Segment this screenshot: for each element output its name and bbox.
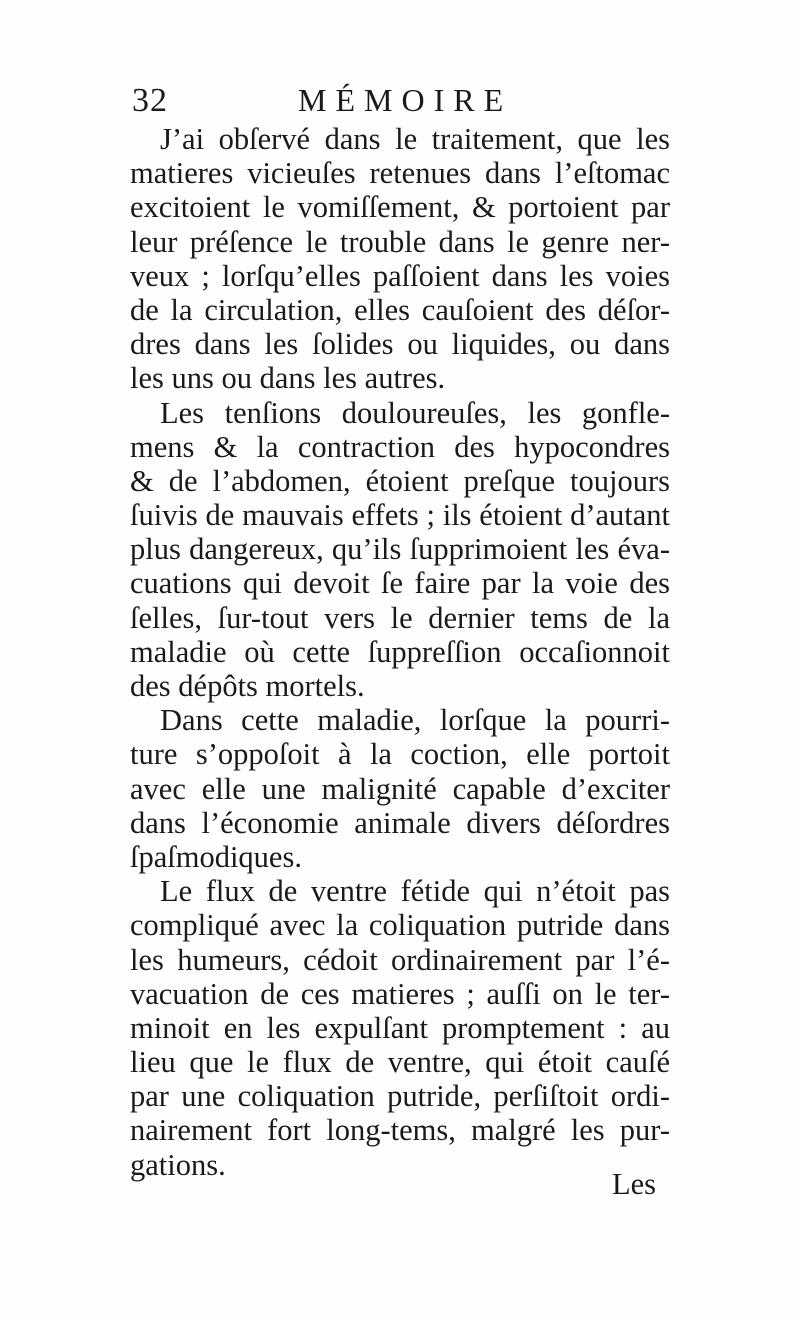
text-line: dans l’économie animale divers déſordres	[130, 805, 670, 840]
text-line: maladie où cette ſuppreſſion occaſionnoit	[130, 634, 670, 669]
page-header	[128, 78, 668, 124]
text-line: les uns ou dans les autres.	[130, 361, 446, 396]
paragraph	[130, 396, 670, 704]
text-line: par une coliquation putride, perſiſtoit ordi-	[130, 1079, 670, 1114]
text-line: Les tenſions douloureuſes, les gonfle-	[160, 395, 670, 430]
text-line: mens & la contraction des hypocondres	[130, 429, 670, 464]
page-number: 32	[132, 82, 168, 119]
text-line: plus dangereux, qu’ils ſupprimoient les éva-	[130, 532, 670, 567]
text-line: excitoient le vomiſſement, & portoient par	[130, 190, 670, 225]
text-line: minoit en les expulſant promptement : au	[130, 1010, 670, 1045]
text-line: Le flux de ventre fétide qui n’étoit pas	[160, 874, 670, 909]
text-line: Dans cette maladie, lorſque la pourri-	[160, 703, 670, 738]
text-line: vacuation de ces matieres ; auſſi on le ter-	[130, 976, 670, 1011]
text-line: cuations qui devoit ſe faire par la voie des	[130, 566, 670, 601]
paragraph	[130, 874, 670, 1182]
text-line: lieu que le flux de ventre, qui étoit cauſé	[130, 1045, 670, 1080]
text-line: ſelles, ſur-tout vers le dernier tems de la	[130, 600, 670, 635]
text-line: leur préſence le trouble dans le genre ner-	[130, 224, 670, 259]
text-line: J’ai obſervé dans le traitement, que les	[160, 122, 670, 156]
text-line: des dépôts mortels.	[130, 669, 365, 703]
body-text	[130, 122, 670, 1182]
text-line: veux ; lorſqu’elles paſſoient dans les voies	[130, 258, 670, 293]
text-line: ture s’oppoſoit à la coction, elle portoit	[130, 737, 670, 772]
text-line: ſuivis de mauvais effets ; ils étoient d’autant	[130, 498, 670, 533]
text-line: gations.	[130, 1147, 226, 1182]
text-line: dres dans les ſolides ou liquides, ou dans	[130, 327, 670, 362]
text-line: ſpaſmodiques.	[130, 839, 302, 874]
text-line: les humeurs, cédoit ordinairement par l’é-	[130, 942, 670, 977]
paragraph	[130, 122, 670, 396]
text-line: & de l’abdomen, étoient preſque toujours	[130, 463, 670, 498]
paragraph	[130, 703, 670, 874]
text-line: nairement fort long-tems, malgré les pur-	[130, 1113, 670, 1148]
text-line: matieres vicieuſes retenues dans l’eſtomac	[130, 156, 670, 191]
text-line: de la circulation, elles cauſoient des déſor-	[130, 292, 670, 327]
text-line: avec elle une malignité capable d’exciter	[130, 771, 670, 806]
running-head: MÉMOIRE	[298, 82, 513, 118]
catchword: Les	[612, 1167, 657, 1201]
text-line: compliqué avec la coliquation putride dans	[130, 908, 670, 943]
